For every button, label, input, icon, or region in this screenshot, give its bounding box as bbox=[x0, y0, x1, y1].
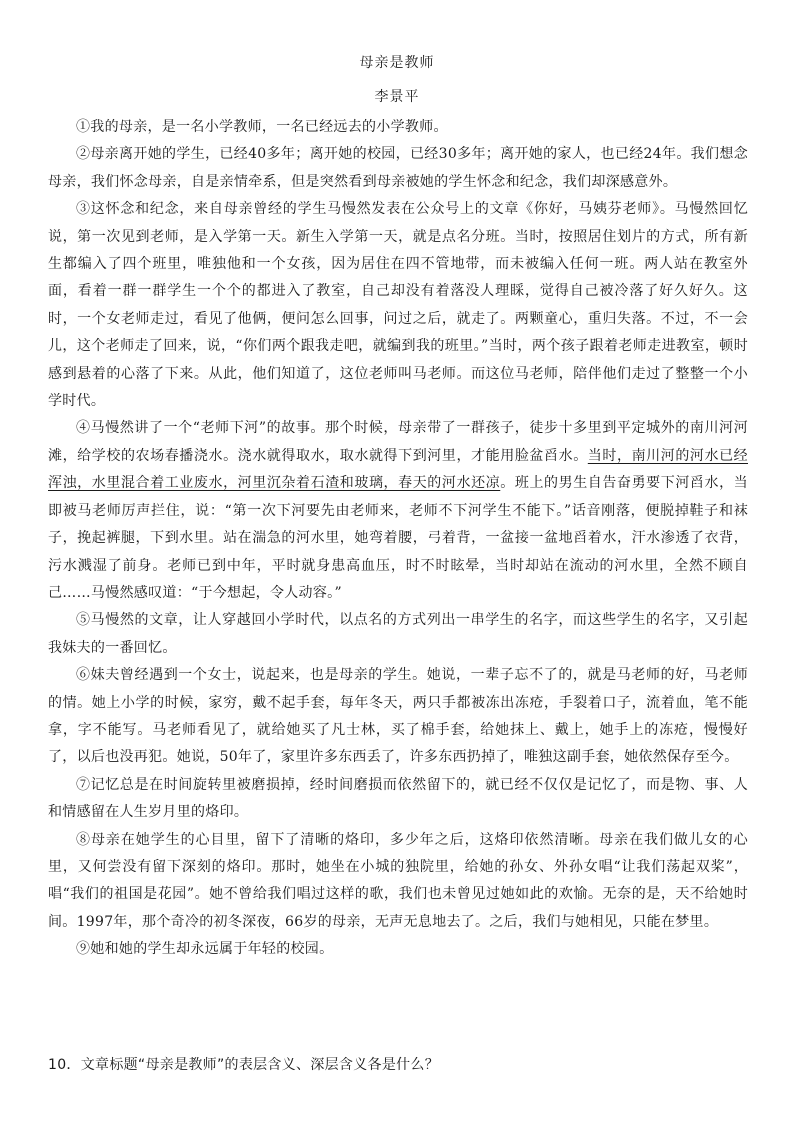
paragraph-9: ⑨她和她的学生却永远属于年轻的校园。 bbox=[76, 941, 334, 958]
article-title: 母亲是教师 bbox=[359, 55, 435, 71]
paragraph-1: ①我的母亲，是一名小学教师，一名已经远去的小学教师。 bbox=[76, 119, 448, 135]
article-body bbox=[48, 114, 748, 964]
paragraph-2: ②母亲离开她的学生，已经40多年；离开她的校园，已经30多年；离开她的家人，也已经24年。我们想念母亲，我们怀念母亲，自是亲情牵系，但是突然看到母亲被她的学生怀念和纪念，我们却深感意外。 bbox=[48, 146, 748, 190]
paragraph-4-part-2: 。班上的男生自告奋勇要下河舀水，当即被马老师厉声拦住，说：“第一次下河要先由老师来，老师不下河学生不能下。”话音刚落，便脱掉鞋子和袜子，挽起裤腿，下到水里。站在湍急的河水里，她弯着腰，弓着背，一盆接一盆地舀着水，汗水渗透了衣背，污水溅湿了前身。老师已到中年，平时就身患高血压，时不时眩晕，当时却站在流动的河水里，全然不顾自己……马慢然感叹道：“于今想起，令人动容。” bbox=[48, 475, 748, 601]
paragraph-8: ⑧母亲在她学生的心目里，留下了清晰的烙印，多少年之后，这烙印依然清晰。母亲在我们做儿女的心里，又何尝没有留下深刻的烙印。那时，她坐在小城的独院里，给她的孙女、外孙女唱“让我们荡起双桨”，唱“我们的祖国是花园”。她不曾给我们唱过这样的歌，我们也未曾见过她如此的欢愉。无奈的是，天不给她时间。1997年，那个奇冷的初冬深夜，66岁的母亲，无声无息地去了。之后，我们与她相见，只能在梦里。 bbox=[48, 831, 748, 930]
paragraph-4-underlined-sentence: 当时，南川河的河水已经浑浊，水里混合着工业废水，河里沉杂着石渣和玻璃，春天的河水还凉 bbox=[48, 447, 748, 492]
paragraph-3: ③这怀念和纪念，来自母亲曾经的学生马慢然发表在公众号上的文章《你好，马姨芬老师》。马慢然回忆说，第一次见到老师，是入学第一天。新生入学第一天，就是点名分班。当时，按照居住划片的方式，所有新生都编入了四个班里，唯独他和一个女孩，因为居住在四不管地带，而未被编入任何一班。两人站在教室外面，看着一群一群学生一个个的都进入了教室，自己却没有着落没人理睬，觉得自己被冷落了好久好久。这时，一个女老师走过，看见了他俩，便问怎么回事，问过之后，就走了。两颗童心，重归失落。不过，不一会儿，这个老师走了回来，说，“你们两个跟我走吧，就编到我的班里。”当时，两个孩子跟着老师走进教室，顿时感到悬着的心落了下来。从此，他们知道了，这位老师叫马老师。而这位马老师，陪伴他们走过了整整一个小学时代。 bbox=[48, 201, 748, 410]
article-author: 李景平 bbox=[374, 89, 420, 105]
paragraph-5: ⑤马慢然的文章，让人穿越回小学时代，以点名的方式列出一串学生的名字，而这些学生的名字，又引起我妹夫的一番回忆。 bbox=[48, 612, 748, 656]
paragraph-7: ⑦记忆总是在时间旋转里被磨损掉，经时间磨损而依然留下的，就已经不仅仅是记忆了，而是物、事、人和情感留在人生岁月里的烙印。 bbox=[48, 776, 748, 821]
paragraph-4 bbox=[48, 415, 748, 607]
paragraph-4-part-1: ④马慢然讲了一个“老师下河”的故事。那个时候，母亲带了一群孩子，徒步十多里到平定城外的南川河河滩，给学校的农场春播浇水。浇水就得取水，取水就得下到河里，才能用脸盆舀水。 bbox=[48, 420, 748, 464]
paragraph-6: ⑥妹夫曾经遇到一个女士，说起来，也是母亲的学生。她说，一辈子忘不了的，就是马老师的好，马老师的情。她上小学的时候，家穷，戴不起手套，每年冬天，两只手都被冻出冻疮，手裂着口子，流着血，笔不能拿，字不能写。马老师看见了，就给她买了凡士林，买了棉手套，给她抹上、戴上，她手上的冻疮，慢慢好了，以后也没再犯。她说，50年了，家里许多东西丢了，许多东西扔掉了，唯独这副手套，她依然保存至今。 bbox=[48, 667, 748, 766]
question-10: 10．文章标题“母亲是教师”的表层含义、深层含义各是什么？ bbox=[48, 1057, 440, 1073]
